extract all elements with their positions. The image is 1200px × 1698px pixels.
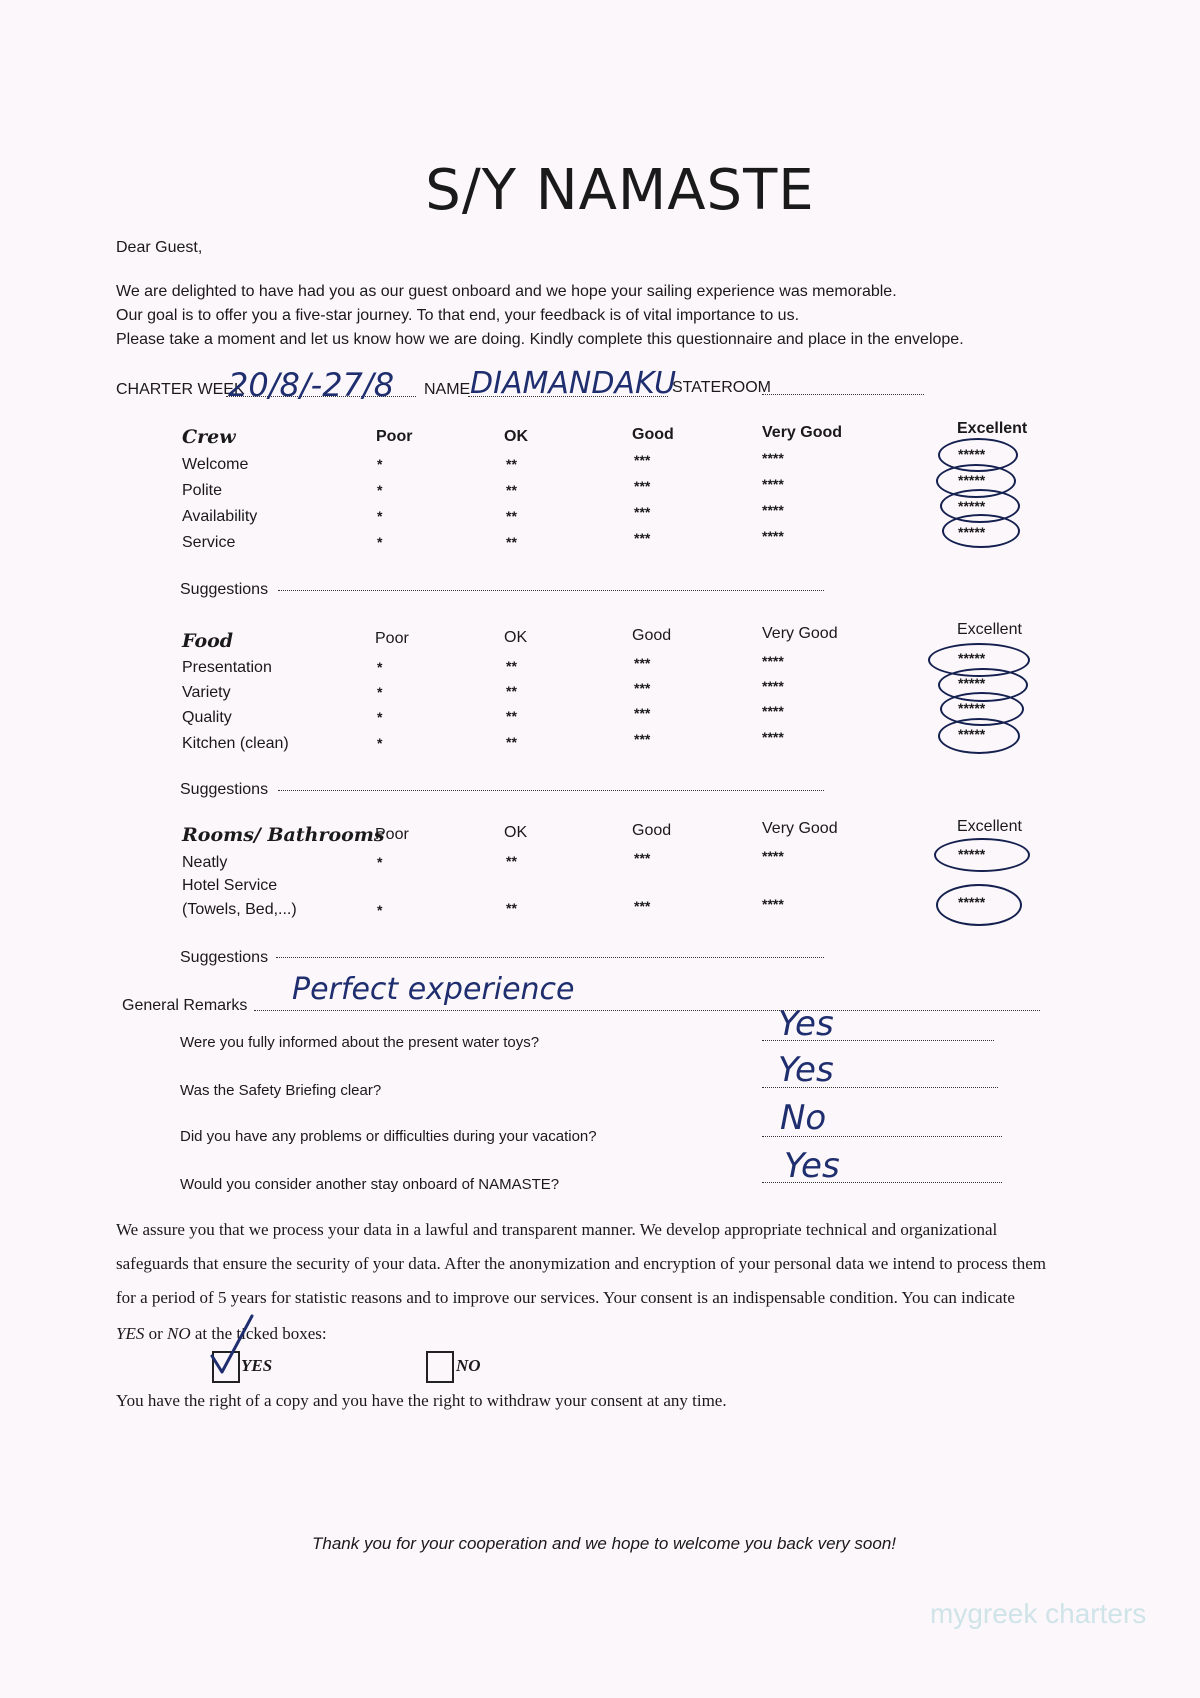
answer-safety-briefing[interactable]: Yes xyxy=(778,1050,834,1090)
col-ok: OK xyxy=(504,629,528,646)
rating-option-selected[interactable]: ***** xyxy=(958,700,986,716)
rating-option[interactable]: *** xyxy=(634,655,651,671)
rating-option[interactable]: * xyxy=(377,854,383,870)
col-good: Good xyxy=(632,627,672,644)
rating-option-selected[interactable]: ***** xyxy=(958,675,986,691)
question-water-toys: Were you fully informed about the present water toys? xyxy=(180,1034,540,1051)
greeting: Dear Guest, xyxy=(116,239,203,256)
col-poor: Poor xyxy=(376,428,413,445)
col-good: Good xyxy=(632,426,674,443)
col-ok: OK xyxy=(504,428,528,445)
selection-circle xyxy=(936,884,1022,926)
rooms-item-neatly: Neatly xyxy=(182,854,228,871)
rating-option[interactable]: ** xyxy=(506,853,517,869)
col-very-good: Very Good xyxy=(762,424,843,441)
rating-option[interactable]: **** xyxy=(762,848,784,864)
intro-line-1: We are delighted to have had you as our guest onboard and we hope your sailing experience was memorable. xyxy=(116,283,897,300)
question-problems: Did you have any problems or difficulties during your vacation? xyxy=(180,1128,597,1145)
rating-option[interactable]: **** xyxy=(762,678,784,694)
name-label: NAME xyxy=(424,381,471,398)
rating-option-selected[interactable]: ***** xyxy=(958,650,986,666)
consent-line-2: safeguards that ensure the security of your data. After the anonymization and encryption of your personal data we intend to process them xyxy=(116,1254,1046,1273)
rating-option[interactable]: *** xyxy=(634,705,651,721)
rating-option[interactable]: **** xyxy=(762,502,784,518)
rating-option-selected[interactable]: ***** xyxy=(958,446,986,462)
consent-line-3: for a period of 5 years for statistic reasons and to improve our services. Your consent is an indispensable condition. You can indicate xyxy=(116,1288,1015,1307)
crew-item-availability: Availability xyxy=(182,508,258,525)
rating-option[interactable]: ** xyxy=(506,708,517,724)
general-remarks-label: General Remarks xyxy=(122,997,248,1014)
rating-option[interactable]: *** xyxy=(634,850,651,866)
rating-option[interactable]: ** xyxy=(506,658,517,674)
consent-no-word: NO xyxy=(167,1324,191,1343)
intro-line-3: Please take a moment and let us know how we are doing. Kindly complete this questionnaire and place in the envelope. xyxy=(116,331,964,348)
rating-option[interactable]: * xyxy=(377,684,383,700)
consent-rights: You have the right of a copy and you have the right to withdraw your consent at any time. xyxy=(116,1391,727,1410)
section-food-title: Food xyxy=(182,630,234,652)
col-very-good: Very Good xyxy=(762,820,838,837)
col-ok: OK xyxy=(504,824,528,841)
general-remarks-line xyxy=(254,1010,1040,1011)
rating-option-selected[interactable]: ***** xyxy=(958,472,986,488)
charter-week-label: CHARTER WEEK xyxy=(116,381,245,398)
food-suggestions-label: Suggestions xyxy=(180,781,269,798)
consent-no-checkbox[interactable] xyxy=(426,1351,454,1383)
col-excellent: Excellent xyxy=(957,420,1028,437)
rating-option[interactable]: ** xyxy=(506,482,517,498)
rating-option-selected[interactable]: ***** xyxy=(958,846,986,862)
rating-option[interactable]: ** xyxy=(506,508,517,524)
crew-item-service: Service xyxy=(182,534,236,551)
selection-circle xyxy=(934,838,1030,872)
rating-option[interactable]: ** xyxy=(506,900,517,916)
rooms-suggestions-label: Suggestions xyxy=(180,949,269,966)
name-value[interactable]: DIAMANDAKU xyxy=(470,366,677,401)
rating-option[interactable]: *** xyxy=(634,452,651,468)
rating-option[interactable]: **** xyxy=(762,703,784,719)
rating-option[interactable]: *** xyxy=(634,898,651,914)
question-another-stay: Would you consider another stay onboard of NAMASTE? xyxy=(180,1176,560,1193)
food-item-presentation: Presentation xyxy=(182,659,272,676)
col-excellent: Excellent xyxy=(957,621,1022,638)
food-item-quality: Quality xyxy=(182,709,232,726)
rating-option[interactable]: * xyxy=(377,456,383,472)
crew-item-welcome: Welcome xyxy=(182,456,249,473)
rating-option[interactable]: * xyxy=(377,659,383,675)
page-title: S/Y NAMASTE xyxy=(425,158,815,223)
answer-problems[interactable]: No xyxy=(780,1098,827,1138)
intro-line-2: Our goal is to offer you a five-star journey. To that end, your feedback is of vital importance to us. xyxy=(116,307,800,324)
col-poor: Poor xyxy=(375,630,409,647)
rating-option-selected[interactable]: ***** xyxy=(958,894,986,910)
rating-option[interactable]: **** xyxy=(762,476,784,492)
rating-option[interactable]: ** xyxy=(506,683,517,699)
rating-option[interactable]: ** xyxy=(506,534,517,550)
answer-water-toys[interactable]: Yes xyxy=(778,1004,834,1044)
crew-suggestions-label: Suggestions xyxy=(180,581,269,598)
food-suggestions-line[interactable] xyxy=(278,790,824,791)
consent-line-4-rest: at the ticked boxes: xyxy=(190,1324,327,1343)
rating-option[interactable]: ** xyxy=(506,456,517,472)
answer-another-stay[interactable]: Yes xyxy=(784,1146,840,1186)
rating-option[interactable]: **** xyxy=(762,729,784,745)
consent-or-word: or xyxy=(144,1324,168,1343)
rooms-item-towels-bed: (Towels, Bed,...) xyxy=(182,901,297,918)
rating-option[interactable]: *** xyxy=(634,504,651,520)
food-item-kitchen: Kitchen (clean) xyxy=(182,735,289,752)
rating-option-selected[interactable]: ***** xyxy=(958,726,986,742)
col-excellent: Excellent xyxy=(957,818,1022,835)
rating-option[interactable]: *** xyxy=(634,530,651,546)
rating-option[interactable]: *** xyxy=(634,478,651,494)
thank-you-note: Thank you for your cooperation and we hope to welcome you back very soon! xyxy=(312,1534,897,1553)
consent-yes-word: YES xyxy=(116,1324,145,1343)
rating-option[interactable]: *** xyxy=(634,680,651,696)
rating-option[interactable]: * xyxy=(377,735,383,751)
rating-option[interactable]: * xyxy=(377,508,383,524)
watermark-logo: mygreek charters xyxy=(930,1598,1147,1629)
consent-no-label: NO xyxy=(456,1356,481,1375)
rating-option[interactable]: * xyxy=(377,482,383,498)
col-good: Good xyxy=(632,822,672,839)
rating-option[interactable]: * xyxy=(377,534,383,550)
consent-line-1: We assure you that we process your data in a lawful and transparent manner. We develop appropriate technical and organizational xyxy=(116,1220,998,1239)
consent-yes-label: YES xyxy=(241,1356,273,1375)
rating-option[interactable]: * xyxy=(377,709,383,725)
rating-option-selected[interactable]: ***** xyxy=(958,524,986,540)
charter-week-value[interactable]: 20/8/-27/8 xyxy=(228,366,395,404)
rating-option-selected[interactable]: ***** xyxy=(958,498,986,514)
rating-option[interactable]: **** xyxy=(762,896,784,912)
selection-circle xyxy=(938,718,1020,754)
col-very-good: Very Good xyxy=(762,625,838,642)
rating-option[interactable]: **** xyxy=(762,450,784,466)
stateroom-label: STATEROOM xyxy=(672,379,771,396)
question-safety-briefing: Was the Safety Briefing clear? xyxy=(180,1082,382,1099)
stateroom-line[interactable] xyxy=(762,394,924,395)
rating-option[interactable]: *** xyxy=(634,731,651,747)
general-remarks-value[interactable]: Perfect experience xyxy=(292,972,575,1007)
selection-circle xyxy=(942,514,1020,548)
crew-item-polite: Polite xyxy=(182,482,223,499)
rooms-suggestions-line[interactable] xyxy=(276,957,824,958)
rating-option[interactable]: ** xyxy=(506,734,517,750)
rating-option[interactable]: **** xyxy=(762,653,784,669)
rooms-item-hotel-service: Hotel Service xyxy=(182,877,278,894)
col-poor: Poor xyxy=(375,826,409,843)
food-item-variety: Variety xyxy=(182,684,231,701)
section-crew-title: Crew xyxy=(182,426,236,448)
crew-suggestions-line[interactable] xyxy=(278,590,824,591)
rating-option[interactable]: **** xyxy=(762,528,784,544)
section-rooms-title: Rooms/ Bathrooms xyxy=(182,824,385,846)
rating-option[interactable]: * xyxy=(377,902,383,918)
